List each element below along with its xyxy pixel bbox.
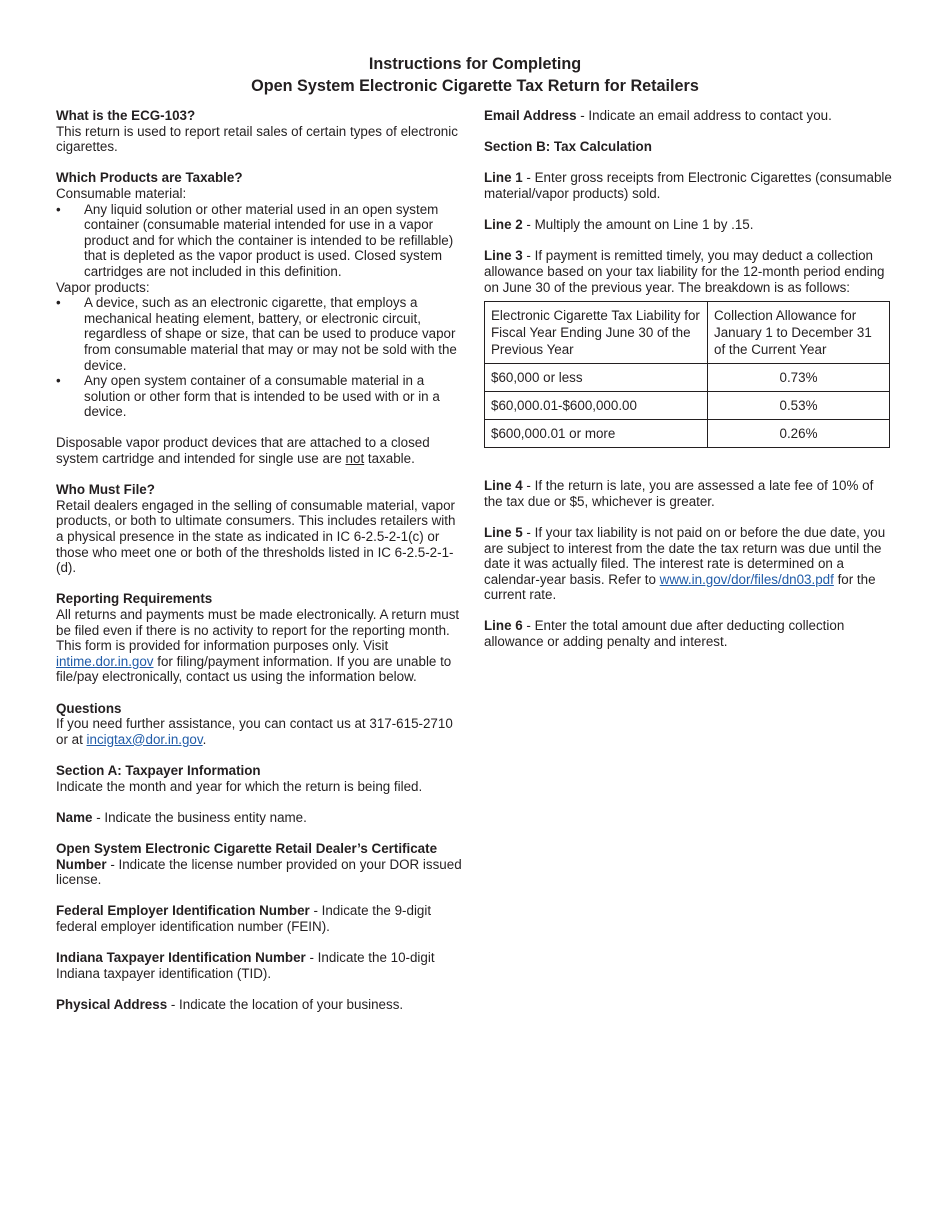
- address-item: [56, 997, 466, 1013]
- taxable-section: [56, 170, 466, 420]
- fein-label: Federal Employer Identification Number: [56, 903, 310, 919]
- line6-item: [484, 618, 894, 649]
- disposable-not: not: [345, 451, 365, 467]
- section-b: [484, 139, 894, 155]
- reporting-text-after: for filing/payment information. If you are unable to file/pay electronically, contact us using the information below.: [56, 653, 452, 685]
- table-row: [485, 364, 890, 392]
- line3-item: [484, 248, 894, 295]
- list-item: [56, 202, 466, 280]
- list-item: [56, 373, 466, 420]
- line5-text-after: for the current rate.: [484, 571, 876, 603]
- line5-text-before: - If your tax liability is not paid on or before the due date, you are subject to interest from the date the tax return was due until the date it was actually filed. The interest rate is determined on a calendar-year basis. Refer to: [484, 524, 886, 587]
- line3-label: Line 3: [484, 248, 523, 264]
- line4-label: Line 4: [484, 478, 523, 494]
- line1-label: Line 1: [484, 170, 523, 186]
- consumable-bullet-text: Any liquid solution or other material used in an open system container (consumable material intended for use in a vapor product and for which the container is intended to be refillable) that is depleted as the vapor product is used. Closed system cartridges are not included in this definition.: [84, 201, 454, 279]
- table-cell-range: $60,000 or less: [485, 364, 708, 392]
- disposable-text-before: Disposable vapor product devices that are attached to a closed system cartridge and intended for single use are: [56, 435, 430, 467]
- reporting-text-before: All returns and payments must be made electronically. A return must be filed even if there is no activity to report for the reporting month. This form is provided for information purposes only. Visit: [56, 607, 460, 654]
- dn03-link[interactable]: www.in.gov/dor/files/dn03.pdf: [659, 571, 834, 587]
- vapor-bullet-2-text: Any open system container of a consumable material in a solution or other form that is intended to be used with or in a device.: [84, 373, 440, 420]
- line2-label: Line 2: [484, 217, 523, 233]
- table-cell-range: $60,000.01-$600,000.00: [485, 392, 708, 420]
- line2-item: [484, 217, 894, 233]
- section-a-text: Indicate the month and year for which the return is being filed.: [56, 778, 423, 794]
- who-section: [56, 482, 466, 576]
- email-link[interactable]: incigtax@dor.in.gov: [86, 731, 203, 747]
- table-row: [485, 392, 890, 420]
- right-column: [484, 108, 894, 665]
- section-a-heading: Section A: Taxpayer Information: [56, 762, 261, 778]
- tid-text: - Indicate the 10-digit Indiana taxpayer identification (TID).: [56, 950, 435, 981]
- email-label: Email Address: [484, 108, 577, 123]
- disposable-text-after: taxable.: [364, 451, 415, 467]
- table-header-allowance: Collection Allowance for January 1 to December 31 of the Current Year: [708, 302, 890, 364]
- line4-item: [484, 478, 894, 509]
- what-heading: What is the ECG-103?: [56, 108, 196, 123]
- vapor-label: Vapor products:: [56, 279, 150, 295]
- table-row: [485, 420, 890, 448]
- vapor-bullet-1-text: A device, such as an electronic cigarette, that employs a mechanical heating element, battery, or electronic circuit, regardless of shape or size, that can be used to produce vapor from consumable material that may or may not be sold with the device.: [84, 295, 457, 373]
- table-cell-rate: 0.73%: [708, 364, 890, 392]
- fein-text: - Indicate the 9-digit federal employer identification number (FEIN).: [56, 903, 432, 934]
- disposable-note: [56, 435, 466, 466]
- section-a: [56, 763, 466, 794]
- line5-item: [484, 525, 894, 603]
- email-text: - Indicate an email address to contact you.: [576, 108, 832, 123]
- line1-text: - Enter gross receipts from Electronic Cigarettes (consumable material/vapor products) sold.: [484, 170, 892, 201]
- line6-label: Line 6: [484, 618, 523, 634]
- tid-label: Indiana Taxpayer Identification Number: [56, 950, 306, 966]
- list-item: [56, 295, 466, 373]
- fein-item: [56, 903, 466, 934]
- questions-text-after: .: [202, 731, 207, 747]
- what-section: [56, 108, 466, 155]
- page-title: [0, 53, 950, 97]
- certificate-label: Open System Electronic Cigarette Retail Dealer’s Certificate Number: [56, 840, 438, 872]
- name-label: Name: [56, 809, 93, 825]
- title-line-2: Open System Electronic Cigarette Tax Return for Retailers: [251, 77, 699, 95]
- name-item: [56, 810, 466, 826]
- address-text: - Indicate the location of your business.: [167, 996, 404, 1012]
- table-header-row: [485, 302, 890, 364]
- email-item: [484, 108, 894, 124]
- table-cell-rate: 0.26%: [708, 420, 890, 448]
- reporting-section: [56, 591, 466, 685]
- certificate-item: [56, 841, 466, 888]
- name-text: - Indicate the business entity name.: [92, 809, 307, 825]
- bullet-icon: •: [56, 295, 61, 311]
- line2-text: - Multiply the amount on Line 1 by .15.: [522, 217, 754, 233]
- questions-text-before: If you need further assistance, you can contact us at 317-615-2710 or at: [56, 716, 453, 747]
- address-label: Physical Address: [56, 996, 168, 1012]
- what-text: This return is used to report retail sales of certain types of electronic cigarettes.: [56, 123, 458, 155]
- line4-text: - If the return is late, you are assessed a late fee of 10% of the tax due or $5, whichever is greater.: [484, 478, 874, 509]
- line5-label: Line 5: [484, 524, 523, 540]
- line6-text: - Enter the total amount due after deducting collection allowance or adding penalty and interest.: [484, 618, 845, 650]
- intime-link[interactable]: intime.dor.in.gov: [56, 653, 154, 669]
- collection-allowance-table: [484, 301, 890, 448]
- table-header-liability: Electronic Cigarette Tax Liability for Fiscal Year Ending June 30 of the Previous Year: [485, 302, 708, 364]
- who-text: Retail dealers engaged in the selling of consumable material, vapor products, or both to ultimate consumers. This includes retailers with a physical presence in the state as indicated in IC 6-2.5-2-1(c) or those who meet one or both of the thresholds listed in IC 6-2.5-2-1-(d).: [56, 497, 456, 576]
- line3-text: - If payment is remitted timely, you may deduct a collection allowance based on your tax liability for the 12-month period ending on June 30 of the previous year. The breakdown is as follows:: [484, 248, 885, 295]
- section-b-heading: Section B: Tax Calculation: [484, 139, 652, 155]
- title-line-1: Instructions for Completing: [368, 55, 582, 73]
- line1-item: [484, 170, 894, 201]
- certificate-text: - Indicate the license number provided on your DOR issued license.: [56, 856, 462, 888]
- left-column: [56, 108, 466, 1028]
- tid-item: [56, 950, 466, 981]
- table-cell-range: $600,000.01 or more: [485, 420, 708, 448]
- reporting-heading: Reporting Requirements: [56, 591, 213, 607]
- bullet-icon: •: [56, 201, 61, 217]
- questions-section: [56, 701, 466, 748]
- table-cell-rate: 0.53%: [708, 392, 890, 420]
- consumable-label: Consumable material:: [56, 185, 187, 201]
- bullet-icon: •: [56, 373, 61, 389]
- who-heading: Who Must File?: [56, 482, 155, 498]
- questions-heading: Questions: [56, 700, 122, 716]
- taxable-heading: Which Products are Taxable?: [56, 170, 243, 186]
